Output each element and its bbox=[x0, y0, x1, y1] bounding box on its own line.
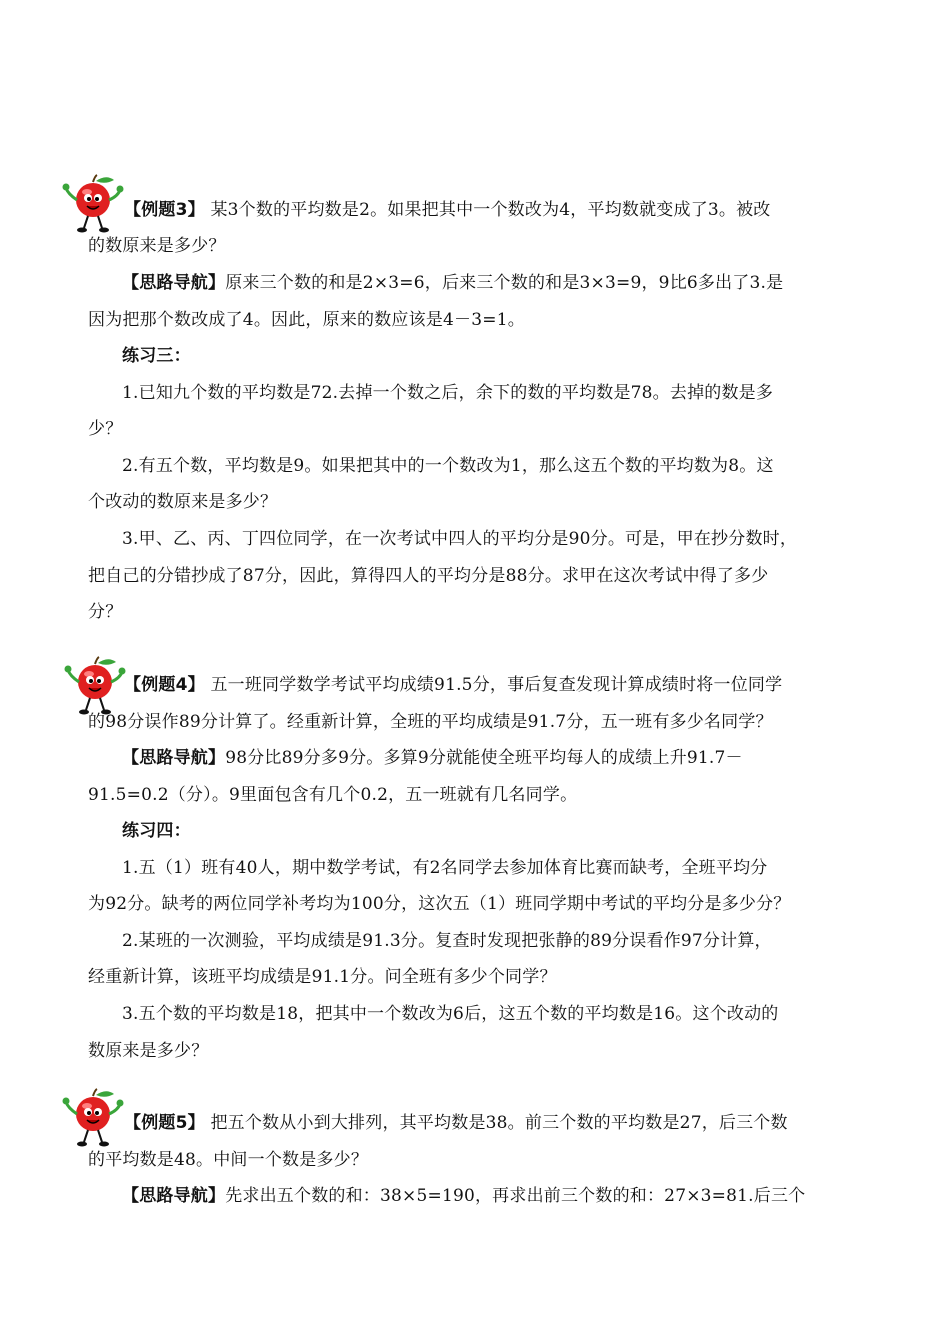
example-5-question: 【例题5】 把五个数从小到大排列，其平均数是38。前三个数的平均数是27，后三个数 bbox=[124, 1113, 788, 1133]
example-5-question-cont: 的平均数是48。中间一个数是多少？ bbox=[88, 1150, 369, 1170]
guide-label: 【思路导航】 bbox=[122, 1186, 226, 1206]
example-3-guide: 【思路导航】原来三个数的和是2×3=6，后来三个数的和是3×3=9，9比6多出了3.是 bbox=[122, 273, 784, 293]
practice-4-title: 练习四： bbox=[122, 821, 191, 841]
practice-4-item: 1.五（1）班有40人，期中数学考试，有2名同学去参加体育比赛而缺考，全班平均分 bbox=[122, 858, 768, 878]
practice-4-item: 数原来是多少？ bbox=[88, 1041, 209, 1061]
example-4-guide-cont: 91.5=0.2（分）。9里面包含有几个0.2，五一班就有几名同学。 bbox=[88, 785, 578, 805]
practice-3-title: 练习三： bbox=[122, 346, 191, 366]
practice-4-item: 为92分。缺考的两位同学补考均为100分，这次五（1）班同学期中考试的平均分是多少分？ bbox=[88, 894, 791, 914]
practice-3-item: 少？ bbox=[88, 419, 123, 439]
guide-label: 【思路导航】 bbox=[122, 273, 226, 293]
example-4-question-cont: 的98分误作89分计算了。经重新计算，全班的平均成绩是91.7分，五一班有多少名同学？ bbox=[88, 712, 773, 732]
practice-4-item: 3.五个数的平均数是18，把其中一个数改为6后，这五个数的平均数是16。这个改动的 bbox=[122, 1004, 779, 1024]
practice-3-item: 个改动的数原来是多少？ bbox=[88, 492, 278, 512]
practice-3-item: 1.已知九个数的平均数是72.去掉一个数之后，余下的数的平均数是78。去掉的数是多 bbox=[122, 383, 774, 403]
practice-3-item: 2.有五个数，平均数是9。如果把其中的一个数改为1，那么这五个数的平均数为8。这 bbox=[122, 456, 774, 476]
example-5-label: 【例题5】 bbox=[124, 1113, 205, 1133]
example-3-question: 【例题3】 某3个数的平均数是2。如果把其中一个数改为4，平均数就变成了3。被改 bbox=[124, 200, 771, 220]
guide-label: 【思路导航】 bbox=[122, 748, 226, 768]
practice-3-item: 把自己的分错抄成了87分，因此，算得四人的平均分是88分。求甲在这次考试中得了多少 bbox=[88, 566, 769, 586]
example-4-label: 【例题4】 bbox=[124, 675, 205, 695]
example-3-label: 【例题3】 bbox=[124, 200, 205, 220]
example-3-guide-cont: 因为把那个数改成了4。因此，原来的数应该是4－3=1。 bbox=[88, 310, 525, 330]
practice-4-item: 2.某班的一次测验，平均成绩是91.3分。复查时发现把张静的89分误看作97分计算， bbox=[122, 931, 772, 951]
example-4-guide: 【思路导航】98分比89分多9分。多算9分就能使全班平均每人的成绩上升91.7－ bbox=[122, 748, 743, 768]
example-5-guide: 【思路导航】先求出五个数的和：38×5=190，再求出前三个数的和：27×3=81.后三个 bbox=[122, 1186, 806, 1206]
apple-mascot-icon bbox=[62, 174, 124, 234]
practice-3-item: 3.甲、乙、丙、丁四位同学，在一次考试中四人的平均分是90分。可是，甲在抄分数时， bbox=[122, 529, 798, 549]
example-4-question: 【例题4】 五一班同学数学考试平均成绩91.5分，事后复查发现计算成绩时将一位同学 bbox=[124, 675, 783, 695]
example-3-question-cont: 的数原来是多少？ bbox=[88, 236, 226, 256]
practice-4-item: 经重新计算，该班平均成绩是91.1分。问全班有多少个同学？ bbox=[88, 967, 557, 987]
apple-mascot-icon bbox=[62, 1088, 124, 1148]
apple-mascot-icon bbox=[64, 656, 126, 716]
practice-3-item: 分？ bbox=[88, 602, 123, 622]
